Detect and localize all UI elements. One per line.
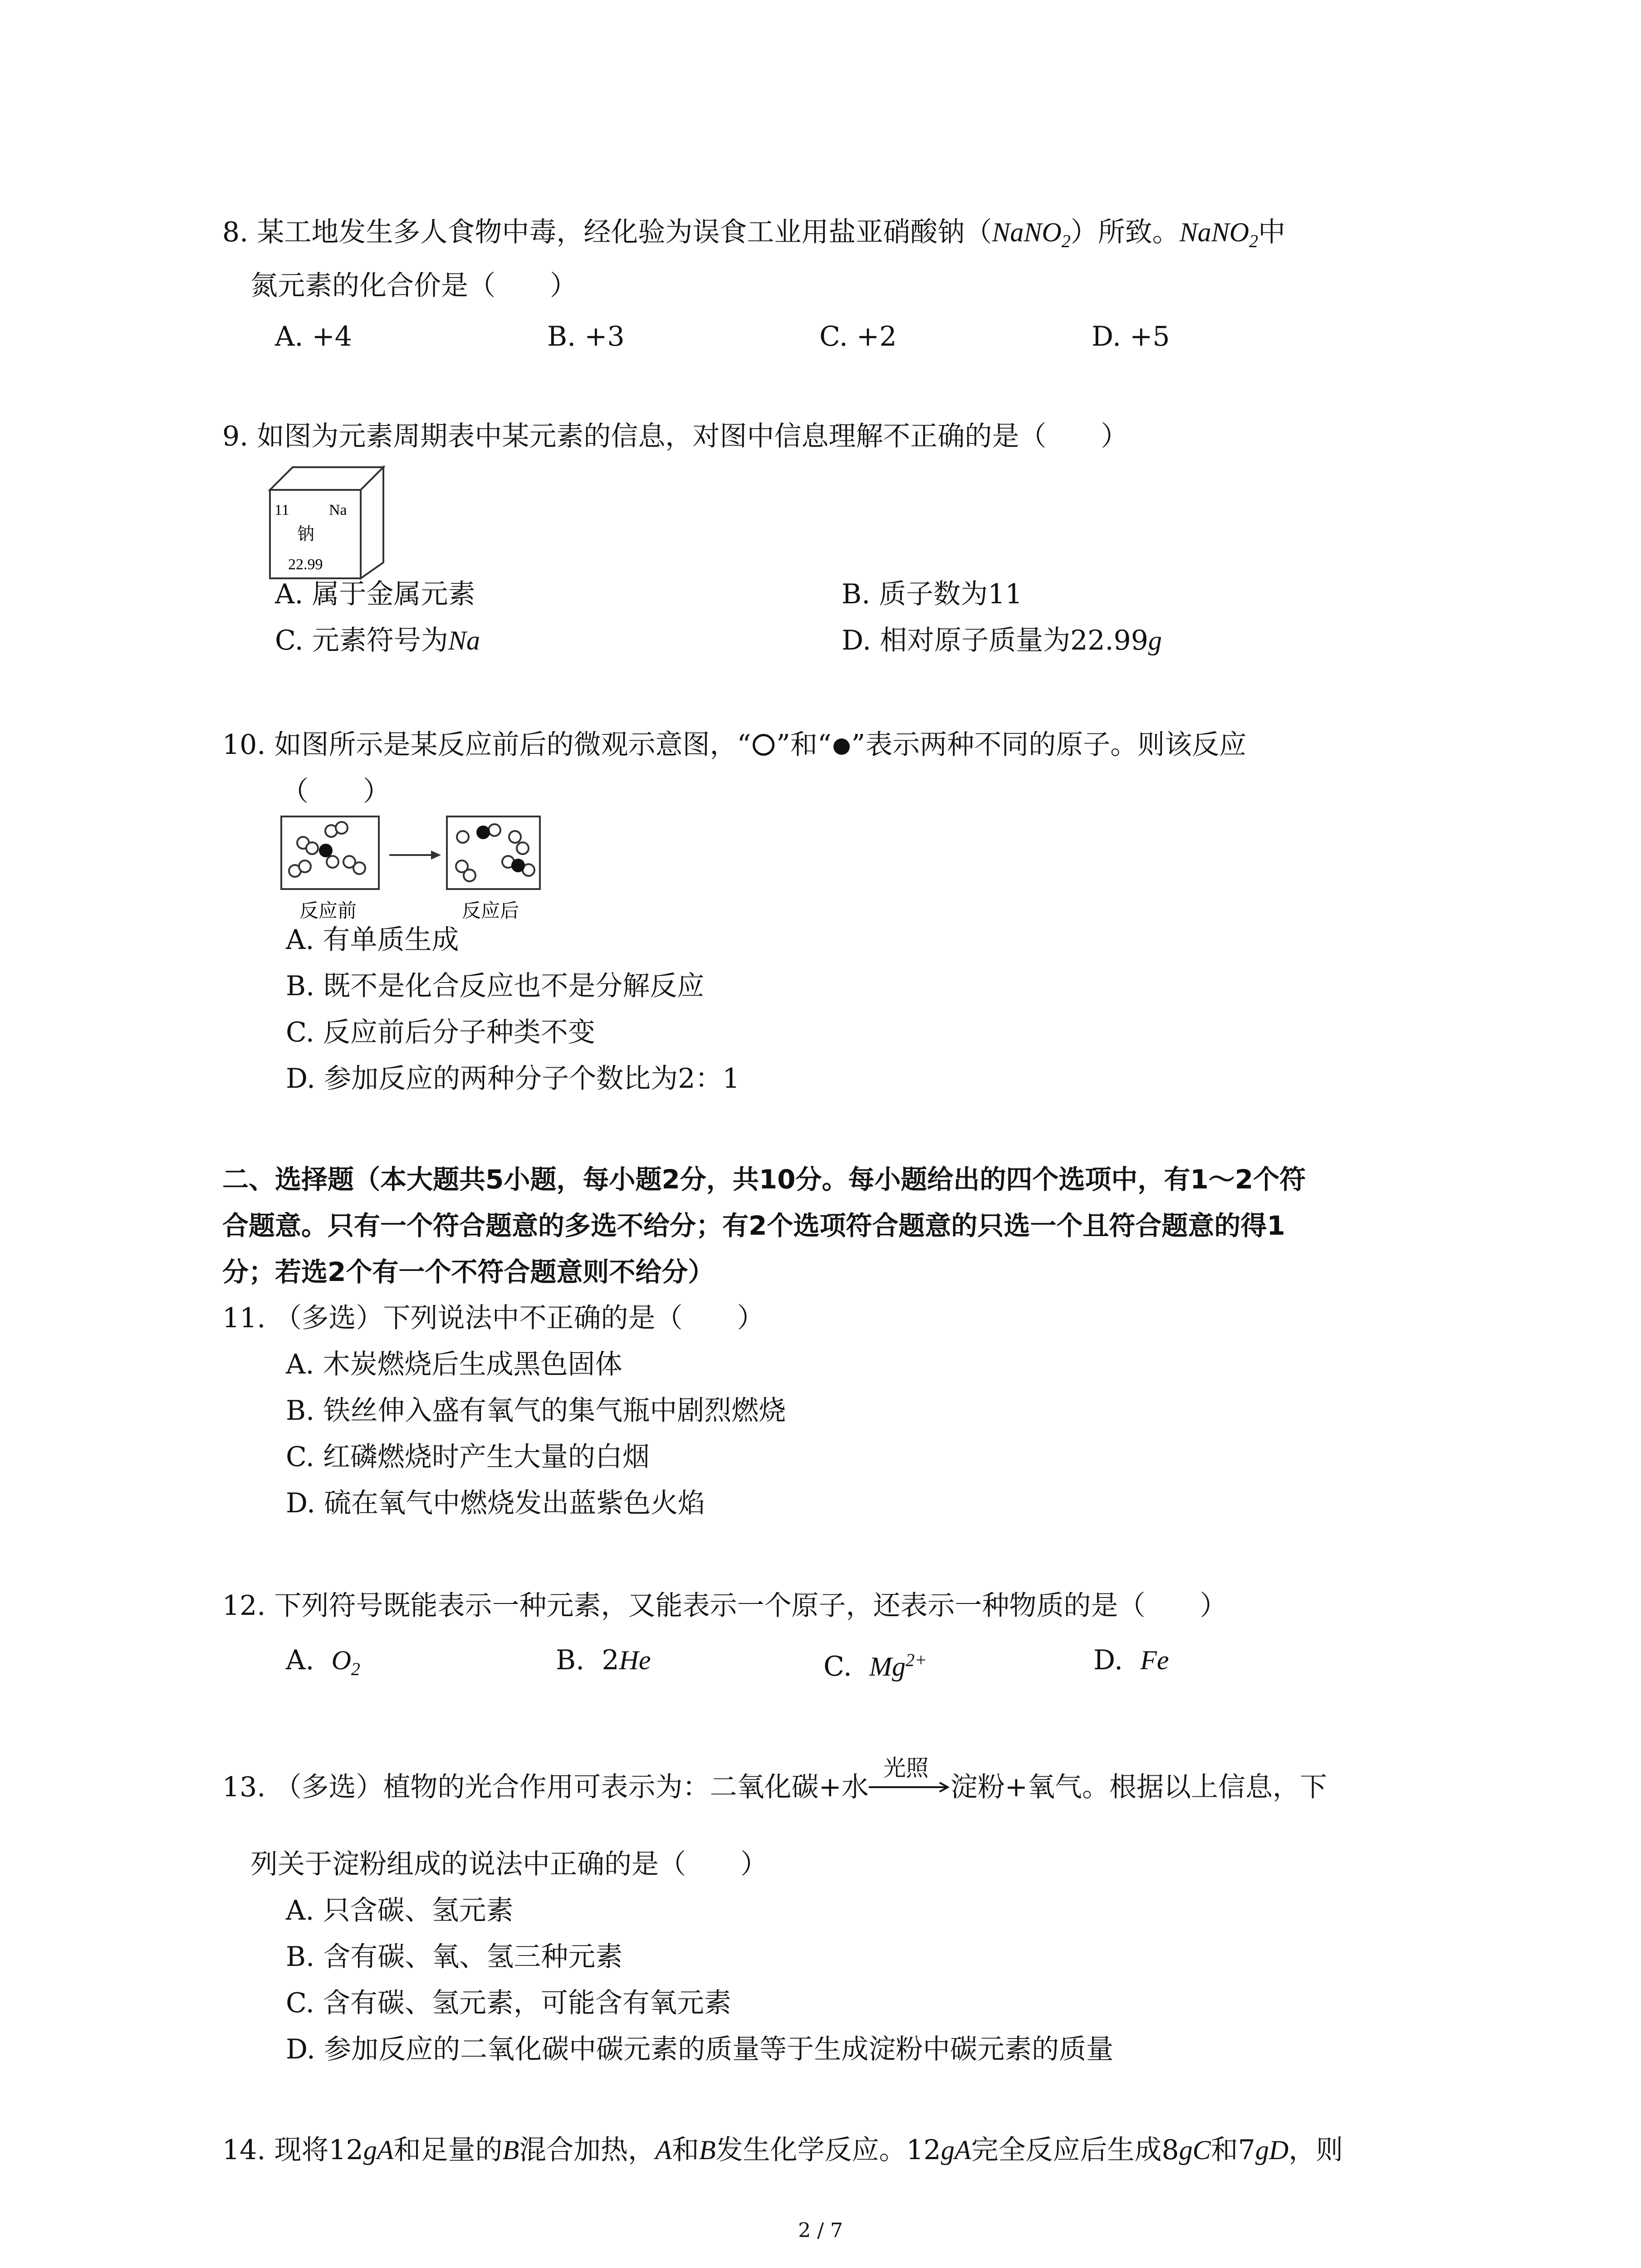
q8-stem-text-2: ）所致。 [1070, 216, 1180, 248]
q14-text-3: 混合加热， [519, 2134, 656, 2166]
q12-option-c-label: C. [823, 1651, 852, 1682]
reaction-diagram [272, 812, 549, 925]
q13-option-b: B. 含有碳、氧、氢三种元素 [286, 1941, 623, 1973]
q14-italic-6: gC [1179, 2135, 1211, 2165]
q9-option-d [842, 622, 1162, 659]
q12-stem: 12. 下列符号既能表示一种元素，又能表示一个原子，还表示一种物质的是（ ） [222, 1590, 1227, 1622]
q14-text-2: 和足量的 [393, 2134, 503, 2166]
q10-stem [222, 727, 1246, 763]
tile-name: 钠 [297, 524, 315, 544]
q14-text-7: 和7 [1210, 2134, 1255, 2166]
q14-text-5: 发生化学反应。12 [715, 2134, 941, 2166]
q8-option-b: B. +3 [547, 321, 625, 352]
q14-text-4: 和 [671, 2134, 699, 2166]
q11-option-a: A. 木炭燃烧后生成黑色固体 [286, 1349, 622, 1380]
q10-stem-b: ”和“ [776, 729, 832, 761]
q10-stem-a: 10. 如图所示是某反应前后的微观示意图，“ [222, 729, 751, 761]
q13-arrow [869, 1755, 950, 1798]
q10-paren: （ ） [281, 776, 390, 807]
q10-option-b: B. 既不是化合反应也不是分解反应 [286, 970, 705, 1002]
q12-option-b-label: B. [556, 1644, 585, 1676]
q8-line2: 氮元素的化合价是（ ） [250, 270, 577, 302]
tile-symbol: Na [329, 502, 347, 518]
q10-option-a: A. 有单质生成 [286, 924, 459, 956]
q12-option-b-coef: 2 [602, 1644, 619, 1676]
q12-option-c-sup: 2+ [905, 1650, 927, 1670]
q8-formula-2-sub: 2 [1249, 231, 1259, 251]
q12-option-a-label: A. [286, 1644, 314, 1676]
element-tile-figure [265, 463, 388, 581]
q13-option-c: C. 含有碳、氢元素，可能含有氧元素 [286, 1987, 731, 2019]
q10-option-c: C. 反应前后分子种类不变 [286, 1017, 595, 1048]
q12-option-b [556, 1642, 651, 1678]
q8-stem-text: 8. 某工地发生多人食物中毒，经化验为误食工业用盐亚硝酸钠（ [222, 216, 992, 248]
q8-option-d: D. +5 [1092, 321, 1170, 352]
q14-italic-4: B [699, 2135, 716, 2165]
section2-heading-line3: 分；若选2个有一个不符合题意则不给分） [222, 1256, 715, 1287]
q13-arrow-label: 光照 [883, 1755, 929, 1781]
hollow-circle-icon [753, 734, 774, 756]
q9-option-c-symbol: Na [448, 626, 480, 655]
q13-stem-b: 淀粉+氧气。根据以上信息，下 [950, 1771, 1327, 1803]
solid-circle-icon [833, 738, 850, 755]
q14-italic-1: gA [363, 2135, 394, 2165]
q11-option-b: B. 铁丝伸入盛有氧气的集气瓶中剧烈燃烧 [286, 1395, 786, 1427]
q12-option-a-symbol: O [331, 1645, 351, 1675]
q8-formula-sub: 2 [1061, 231, 1071, 251]
q13-option-a: A. 只含碳、氢元素 [286, 1895, 514, 1926]
q9-option-d-text: D. 相对原子质量为22.99 [842, 625, 1148, 656]
q14-italic-7: gD [1255, 2135, 1289, 2165]
q13-line2: 列关于淀粉组成的说法中正确的是（ ） [250, 1848, 768, 1880]
q8-option-c: C. +2 [819, 321, 897, 352]
tile-atomic-number: 11 [274, 502, 289, 518]
q12-option-b-symbol: He [619, 1645, 651, 1675]
q13-line1 [222, 1755, 1327, 1805]
q11-option-d: D. 硫在氧气中燃烧发出蓝紫色火焰 [286, 1487, 705, 1519]
q14-italic-3: A [655, 2135, 672, 2165]
q9-option-c [275, 622, 480, 659]
q11-option-c: C. 红磷燃烧时产生大量的白烟 [286, 1441, 650, 1473]
q14-stem [222, 2132, 1343, 2168]
q13-option-d: D. 参加反应的二氧化碳中碳元素的质量等于生成淀粉中碳元素的质量 [286, 2033, 1114, 2065]
q9-stem: 9. 如图为元素周期表中某元素的信息，对图中信息理解不正确的是（ ） [222, 420, 1128, 452]
q12-option-a-sub: 2 [351, 1659, 360, 1679]
q8-formula: NaNO [992, 217, 1062, 247]
q8-line1 [222, 214, 1285, 259]
q12-option-c [823, 1642, 927, 1685]
q8-stem-text-3: 中 [1258, 216, 1286, 248]
before-label: 反应前 [299, 899, 357, 922]
q14-text-1: 14. 现将12 [222, 2134, 363, 2166]
q14-italic-2: B [502, 2135, 519, 2165]
q10-option-d: D. 参加反应的两种分子个数比为2：1 [286, 1063, 740, 1095]
section2-heading-line2: 合题意。只有一个符合题意的多选不给分；有2个选项符合题意的只选一个且符合题意的得1 [222, 1210, 1285, 1241]
reaction-arrow-icon [869, 1771, 950, 1798]
q10-stem-c: ”表示两种不同的原子。则该反应 [851, 729, 1247, 761]
q8-option-a: A. +4 [275, 321, 352, 352]
q11-stem: 11. （多选）下列说法中不正确的是（ ） [222, 1302, 764, 1334]
tile-mass: 22.99 [288, 556, 323, 573]
q9-option-a: A. 属于金属元素 [275, 578, 475, 610]
q8-formula-2: NaNO [1179, 217, 1249, 247]
q9-option-d-unit: g [1148, 626, 1162, 655]
page-number: 2 / 7 [798, 2219, 843, 2242]
q9-option-c-text: C. 元素符号为 [275, 625, 448, 656]
q14-text-8: ，则 [1288, 2134, 1343, 2166]
section2-heading-line1: 二、选择题（本大题共5小题，每小题2分，共10分。每小题给出的四个选项中，有1～2个符 [222, 1164, 1306, 1195]
q12-option-d-symbol: Fe [1140, 1645, 1169, 1675]
q12-option-a [286, 1642, 360, 1687]
q12-option-c-symbol: Mg [869, 1652, 906, 1681]
q14-italic-5: gA [941, 2135, 971, 2165]
q12-option-d [1093, 1642, 1169, 1678]
q9-option-b: B. 质子数为11 [842, 578, 1023, 610]
q12-option-d-label: D. [1093, 1644, 1123, 1676]
after-label: 反应后 [462, 899, 519, 922]
q14-text-6: 完全反应后生成8 [971, 2134, 1179, 2166]
q13-stem-a: 13. （多选）植物的光合作用可表示为：二氧化碳+水 [222, 1771, 869, 1803]
